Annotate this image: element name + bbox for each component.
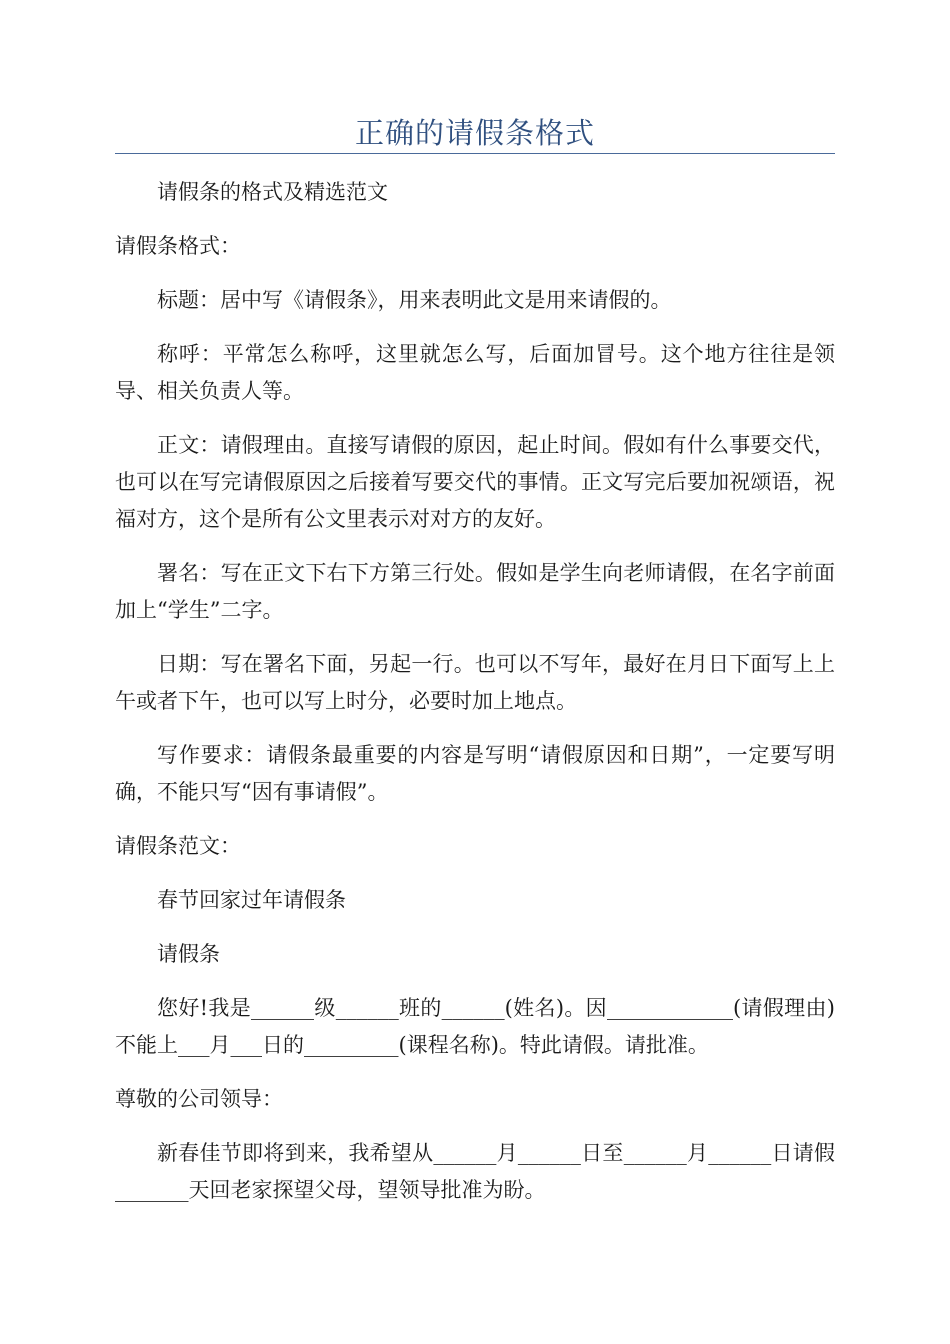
paragraph: 署名：写在正文下右下方第三行处。假如是学生向老师请假，在名字前面加上“学生”二字。 [115, 561, 835, 622]
paragraph: 标题：居中写《请假条》，用来表明此文是用来请假的。 [157, 288, 672, 312]
paragraph: 尊敬的公司领导： [115, 1087, 283, 1111]
paragraph: 请假条的格式及精选范文 [157, 180, 388, 204]
paragraph: 日期：写在署名下面，另起一行。也可以不写年，最好在月日下面写上上午或者下午，也可以写上时分，必要时加上地点。 [115, 652, 835, 713]
paragraph: 称呼：平常怎么称呼，这里就怎么写，后面加冒号。这个地方往往是领导、相关负责人等。 [115, 342, 835, 403]
document-body [115, 174, 835, 1226]
paragraph: 请假条格式： [115, 234, 241, 258]
paragraph: 春节回家过年请假条 [157, 888, 346, 912]
title-underline [115, 153, 835, 154]
paragraph: 写作要求：请假条最重要的内容是写明“请假原因和日期”，一定要写明确，不能只写“因有事请假”。 [115, 743, 835, 804]
paragraph: 请假条范文： [115, 834, 241, 858]
paragraph: 新春佳节即将到来，我希望从______月______日至______月______日请假_______天回老家探望父母，望领导批准为盼。 [115, 1141, 835, 1202]
document-title: 正确的请假条格式 [354, 116, 595, 150]
paragraph: 正文：请假理由。直接写请假的原因，起止时间。假如有什么事要交代，也可以在写完请假原因之后接着写要交代的事情。正文写完后要加祝颂语，祝福对方，这个是所有公文里表示对对方的友好。 [115, 433, 835, 531]
paragraph: 您好!我是______级______班的______(姓名)。因____________(请假理由)不能上___月___日的_________(课程名称)。特此请假。请批准。 [115, 996, 835, 1057]
paragraph: 请假条 [157, 942, 220, 966]
